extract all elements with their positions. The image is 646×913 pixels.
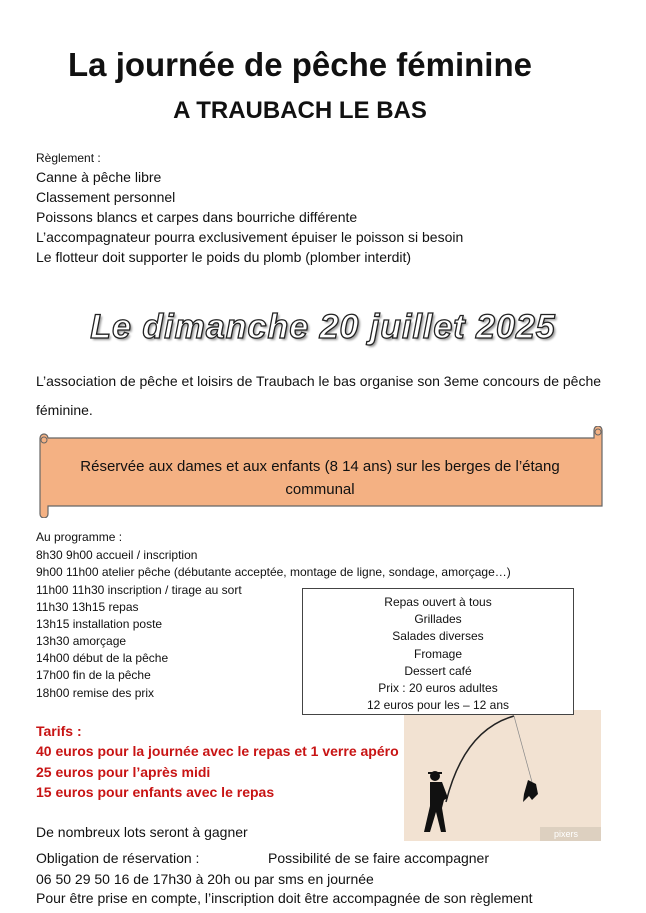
page-title: La journée de pêche féminine [68,46,532,83]
tarifs-heading: Tarifs : [36,723,82,739]
reservation-note: Pour être prise en compte, l’inscription doit être accompagnée de son règlement [36,890,533,906]
accompagner-text: Possibilité de se faire accompagner [268,850,490,866]
banner-text: Réservée aux dames et aux enfants (8 14 ans) sur les berges de l’étang communal [80,458,560,498]
phone-text: 06 50 29 50 16 de 17h30 à 20h ou par sms en journée [36,871,374,887]
programme-item: 13h15 installation poste [36,617,163,631]
repas-line: Salades diverses [392,629,484,644]
reservation-label: Obligation de réservation : [36,850,200,866]
programme-item: 11h00 11h30 inscription / tirage au sort [36,583,242,597]
intro-line: féminine. [36,402,93,418]
reglement-item: Canne à pêche libre [36,169,162,185]
page-subtitle: A TRAUBACH LE BAS [173,97,427,124]
repas-line: Dessert café [404,663,472,678]
lots-text: De nombreux lots seront à gagner [36,824,248,840]
intro-line: L’association de pêche et loisirs de Traubach le bas organise son 3eme concours de pêche [36,373,602,389]
reglement-heading: Règlement : [36,151,101,165]
repas-line: Fromage [413,646,463,661]
programme-heading: Au programme : [36,530,123,544]
event-date: Le dimanche 20 juillet 2025 [90,308,556,346]
reglement-item: Classement personnel [36,189,176,205]
programme-item: 9h00 11h00 atelier pêche (débutante acceptée, montage de ligne, sondage, amorçage…) [36,565,511,579]
watermark: pixers [554,829,579,839]
repas-line: Prix : 20 euros adultes [378,681,498,696]
reglement-item: Poissons blancs et carpes dans bourriche différente [36,209,358,225]
repas-line: Grillades [414,612,462,627]
tarif-item: 40 euros pour la journée avec le repas et 1 verre apéro [36,743,399,759]
repas-line: Repas ouvert à tous [384,595,492,609]
reglement-item: Le flotteur doit supporter le poids du plomb (plomber interdit) [36,249,412,265]
programme-item: 8h30 9h00 accueil / inscription [36,548,198,562]
programme-item: 11h30 13h15 repas [36,600,139,614]
programme-item: 14h00 début de la pêche [36,651,169,665]
reglement-item: L’accompagnateur pourra exclusivement épuiser le poisson si besoin [36,229,464,245]
tarif-item: 15 euros pour enfants avec le repas [36,784,275,800]
programme-item: 18h00 remise des prix [36,686,155,700]
programme-item: 17h00 fin de la pêche [36,668,151,682]
programme-item: 13h30 amorçage [36,634,127,648]
repas-box [302,588,574,715]
tarif-item: 25 euros pour l’après midi [36,764,211,780]
fishing-woman-image [404,710,601,841]
repas-line: 12 euros pour les – 12 ans [366,698,510,713]
